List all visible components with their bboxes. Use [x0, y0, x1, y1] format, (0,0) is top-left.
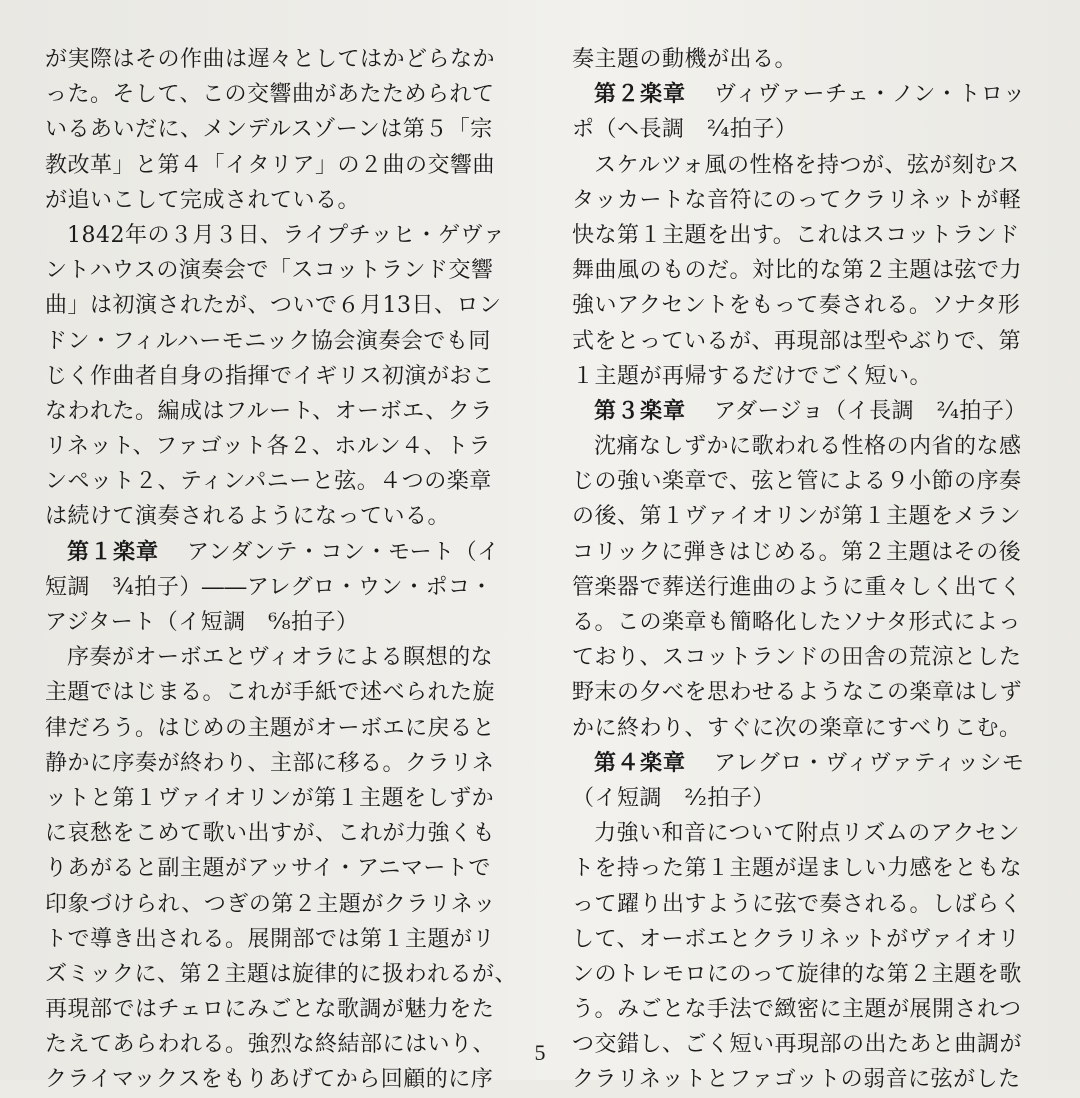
text-line: 再現部ではチェロにみごとな歌調が魅力をた: [45, 997, 495, 1023]
movement-title: ヴィヴァーチェ・ノン・トロッ: [714, 82, 1026, 108]
text-line: 静かに序奏が終わり、主部に移る。クラリネ: [45, 750, 495, 776]
movement-heading-line: [572, 77, 1042, 112]
text-line: つ交錯し、ごく短い再現部の出たあと曲調が: [572, 1032, 1023, 1058]
movement-label: 第１楽章: [67, 539, 160, 565]
text-line: 快な第１主題を出す。これはスコットランド: [572, 222, 1020, 248]
text-line: 舞曲風のものだ。対比的な第２主題は弦で力: [572, 258, 1023, 284]
text-line: 印象づけられ、つぎの第２主題がクラリネッ: [45, 891, 496, 917]
movement-heading-line: [572, 746, 1042, 781]
movement-label: 第２楽章: [594, 82, 687, 108]
text-line: ドン・フィルハーモニック協会演奏会でも同: [45, 328, 491, 354]
page-number: 5: [534, 1040, 546, 1065]
text-line: して、オーボエとクラリネットがヴァイオリ: [572, 926, 1021, 952]
text-line: いるあいだに、メンデルスゾーンは第５「宗: [45, 117, 493, 143]
text-line: は続けて演奏されるようになっている。: [45, 504, 451, 530]
text-line: ントハウスの演奏会で「スコットランド交響: [45, 258, 494, 284]
movement-heading-line: [572, 394, 1042, 429]
text-line: 主題ではじまる。これが手紙で述べられた旋: [45, 680, 496, 706]
text-line: る。この楽章も簡略化したソナタ形式によっ: [572, 610, 1021, 635]
text-line: ポ（ヘ長調 ²⁄₄拍子）: [572, 117, 798, 143]
left-column: [45, 42, 545, 1098]
text-line: う。みごとな手法で緻密に主題が展開されつ: [572, 997, 1022, 1023]
text-line: クライマックスをもりあげてから回顧的に序: [45, 1067, 494, 1093]
text-line: （イ短調 ²⁄₂拍子）: [572, 785, 775, 811]
text-line: かに終わり、すぐに次の楽章にすべりこむ。: [572, 715, 1022, 741]
text-line: 強いアクセントをもって奏される。ソナタ形: [572, 293, 1021, 319]
text-line: 教改革」と第４「イタリア」の２曲の交響曲: [45, 152, 496, 178]
text-line: ズミックに、第２主題は旋律的に扱われるが、: [45, 961, 518, 987]
text-line: 式をとっているが、再現部は型やぶりで、第: [572, 328, 1022, 354]
text-line: タッカートな音符にのってクラリネットが軽: [572, 187, 1022, 213]
text-line: 沈痛なしずかに歌われる性格の内省的な感: [594, 434, 1022, 460]
text-line: 曲」は初演されたが、ついで６月13日、ロン: [45, 293, 502, 319]
right-column: [572, 42, 1042, 1098]
text-line: 管楽器で葬送行進曲のように重々しく出てく: [572, 574, 1023, 600]
text-line: 力強い和音について附点リズムのアクセン: [594, 821, 1020, 847]
text-line: じく作曲者自身の指揮でイギリス初演がおこ: [45, 363, 495, 389]
text-line: 短調 ¾拍子）――アレグロ・ウン・ポコ・: [45, 574, 494, 600]
text-line: トを持った第１主題が逞ましい力感をともな: [572, 856, 1023, 882]
movement-label: 第４楽章: [594, 750, 687, 776]
text-line: トで導き出される。展開部では第１主題がリ: [45, 926, 496, 952]
movement-label: 第３楽章: [594, 398, 687, 424]
text-line: ており、スコットランドの田舎の荒涼とした: [572, 645, 1022, 671]
text-line: ンペット２、ティンパニーと弦。４つの楽章: [45, 469, 492, 495]
text-line: スケルツォ風の性格を持つが、弦が刻むス: [594, 152, 1020, 178]
text-line: コリックに弾きはじめる。第２主題はその後: [572, 539, 1022, 565]
text-line: りあがると副主題がアッサイ・アニマートで: [45, 856, 491, 882]
text-line: たえてあらわれる。強烈な終結部にはいり、: [45, 1032, 496, 1058]
text-line: ットと第１ヴァイオリンが第１主題をしずか: [45, 785, 495, 811]
text-line: ンのトレモロにのって旋律的な第２主題を歌: [572, 961, 1022, 987]
text-line: 奏主題の動機が出る。: [572, 47, 798, 72]
movement-title: アダージョ（イ長調 ²⁄₄拍子）: [714, 398, 1027, 424]
text-line: って躍り出すように弦で奏される。しばらく: [572, 891, 1023, 917]
text-line: 野末の夕べを思わせるようなこの楽章はしず: [572, 680, 1023, 706]
movement-title: アレグロ・ヴィヴァティッシモ: [714, 750, 1025, 776]
text-line: じの強い楽章で、弦と管による９小節の序奏: [572, 469, 1022, 495]
text-line: の後、第１ヴァイオリンが第１主題をメラン: [572, 504, 1022, 530]
movement-title: アンダンテ・コン・モート（イ: [187, 539, 500, 565]
text-line: アジタート（イ短調 ⁶⁄₈拍子）: [45, 610, 359, 635]
text-line: った。そして、この交響曲があたためられて: [45, 82, 495, 108]
text-line: なわれた。編成はフルート、オーボエ、クラ: [45, 398, 493, 424]
text-line: 1842年の３月３日、ライプチッヒ・ゲヴァ: [67, 222, 506, 248]
text-line: １主題が再帰するだけでごく短い。: [572, 363, 933, 389]
text-line: が追いこして完成されている。: [45, 187, 361, 213]
text-line: 序奏がオーボエとヴィオラによる瞑想的な: [67, 645, 494, 671]
text-line: が実際はその作曲は遅々としてはかどらなか: [45, 47, 496, 72]
text-line: リネット、ファゴット各２、ホルン４、トラ: [45, 434, 492, 460]
text-line: クラリネットとファゴットの弱音に弦がした: [572, 1067, 1021, 1093]
text-line: 律だろう。はじめの主題がオーボエに戻ると: [45, 715, 496, 741]
movement-heading-line: [45, 535, 545, 570]
text-line: に哀愁をこめて歌い出すが、これが力強くも: [45, 821, 496, 847]
